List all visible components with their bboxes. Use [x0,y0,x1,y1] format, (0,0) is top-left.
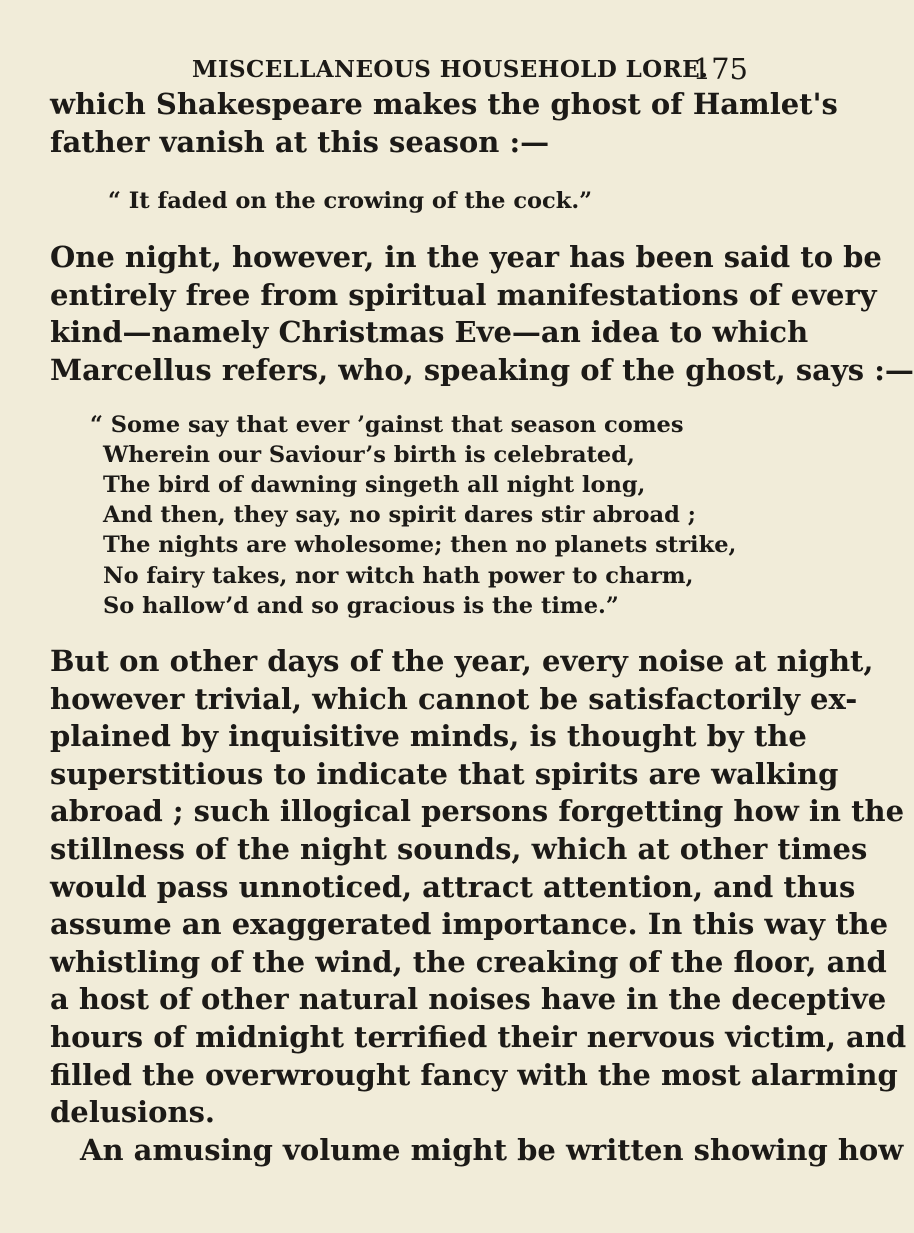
paragraph-line: would pass unnoticed, attract attention, and thus [50,869,856,904]
paragraph-line: Marcellus refers, who, speaking of the ghost, says :— [50,352,914,387]
paragraph-3 [50,643,907,1132]
paragraph-4 [50,1132,904,1170]
paragraph-line: entirely free from spiritual manifestations of every [50,277,877,312]
paragraph-line: a host of other natural noises have in the deceptive [50,982,887,1017]
verse-quotation [50,410,756,621]
paragraph-line: however trivial, which cannot be satisfactorily ex- [50,681,858,716]
verse-line: So hallow’d and so gracious is the time.” [103,592,619,619]
paragraph-line: An amusing volume might be written showing how [80,1132,904,1167]
paragraph-line: filled the overwrought fancy with the most alarming [50,1057,898,1092]
paragraph-line: kind—namely Christmas Eve—an idea to which [50,315,809,350]
paragraph-line: hours of midnight terrified their nervous victim, and [50,1019,907,1054]
verse-line: The nights are wholesome; then no planets strike, [103,532,737,559]
paragraph-line: assume an exaggerated importance. In this way the [50,907,889,942]
paragraph-line: But on other days of the year, every noise at night, [50,643,874,678]
paragraph-line: father vanish at this season :— [50,124,550,159]
verse-line: Wherein our Saviour’s birth is celebrated, [103,441,635,468]
paragraph-line: delusions. [50,1095,216,1130]
running-head [50,52,756,86]
paragraph-line: abroad ; such illogical persons forgetting how in the [50,794,905,829]
paragraph-line: One night, however, in the year has been said to be [50,240,882,275]
paragraph-1 [50,86,838,161]
paragraph-line: whistling of the wind, the creaking of the floor, and [50,944,887,979]
paragraph-line: plained by inquisitive minds, is thought by the [50,719,807,754]
quotation-hamlet: “ It faded on the crowing of the cock.” [108,188,593,215]
page-number: 175 [692,52,748,86]
verse-line: No fairy takes, nor witch hath power to charm, [103,562,694,589]
verse-line: The bird of dawning singeth all night long, [103,471,646,498]
running-title: MISCELLANEOUS HOUSEHOLD LORE. [192,56,709,83]
paragraph-line: superstitious to indicate that spirits are walking [50,756,839,791]
paragraph-2 [50,239,914,389]
paragraph-line: which Shakespeare makes the ghost of Hamlet's [50,87,838,121]
verse-line: And then, they say, no spirit dares stir abroad ; [103,502,696,529]
verse-line: “ Some say that ever ’gainst that season comes [90,411,684,438]
paragraph-line: stillness of the night sounds, which at other times [50,831,868,866]
